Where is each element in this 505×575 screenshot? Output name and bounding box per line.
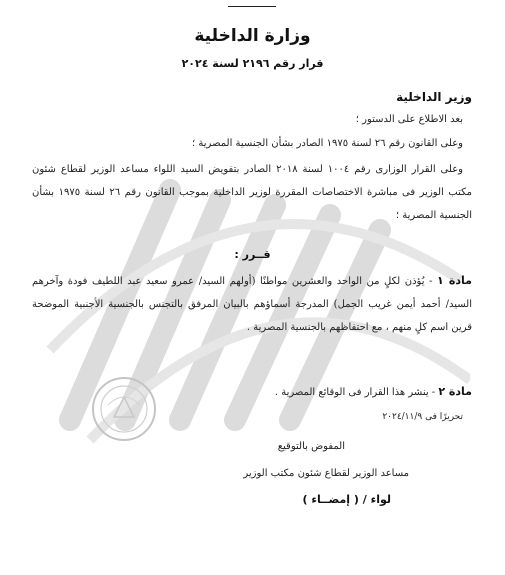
preamble-ministerial-decree-text: وعلى القرار الوزارى رقم ١٠٠٤ لسنة ٢٠١٨ الصادر بتفويض السيد اللواء مساعد الوزير لقطاع شئون مكتب الوزير فى مباشرة الاختصاصات المقررة لوزير الداخلية بموجب القانون رقم ٢٦ لسنة ١٩٧٥ بشأن الجنسية المصرية ؛: [32, 164, 472, 221]
article-1-label: مادة ١: [436, 274, 472, 287]
preamble-law: وعلى القانون رقم ٢٦ لسنة ١٩٧٥ الصادر بشأن الجنسية المصرية ؛: [192, 138, 463, 149]
article-2: [275, 385, 472, 398]
article-2-text: - ينشر هذا القرار فى الوقائع المصرية .: [274, 387, 439, 398]
article-1: [32, 269, 472, 339]
delegated-signatory: المفوض بالتوقيع: [277, 441, 345, 452]
preamble-ministerial-decree: [32, 158, 472, 227]
decree-number: قرار رقم ٢١٩٦ لسنة ٢٠٢٤: [181, 57, 324, 70]
article-2-label: مادة ٢: [438, 385, 472, 398]
top-rule: [228, 6, 276, 7]
article-1-text: - يُؤذن لكلٍ من الواحد والعشرين مواطنًا (أولهم السيد/ عمرو سعيد عبد اللطيف فودة وآخرهم السيد/ أحمد أيمن غريب الجمل) المدرجة أسماؤهم بالبيان المرفق بالتجنس بالجنسية الأجنبية الموضحة قرين اسم كلٍ منهم ، مع احتفاظهم بالجنسية المصرية .: [32, 276, 472, 333]
signatory-title: مساعد الوزير لقطاع شئون مكتب الوزير: [243, 468, 409, 479]
ministry-title: وزارة الداخلية: [194, 26, 311, 46]
minister-heading: وزير الداخلية: [396, 90, 472, 104]
issued-date: تحريرًا فى ٢٠٢٤/١١/٩: [382, 412, 463, 422]
seal-stamp: [90, 375, 158, 443]
signature: لواء / ( إمضــاء ): [302, 493, 391, 506]
decided-heading: قــرر :: [234, 248, 271, 261]
preamble-constitution: بعد الاطلاع على الدستور ؛: [355, 114, 463, 125]
